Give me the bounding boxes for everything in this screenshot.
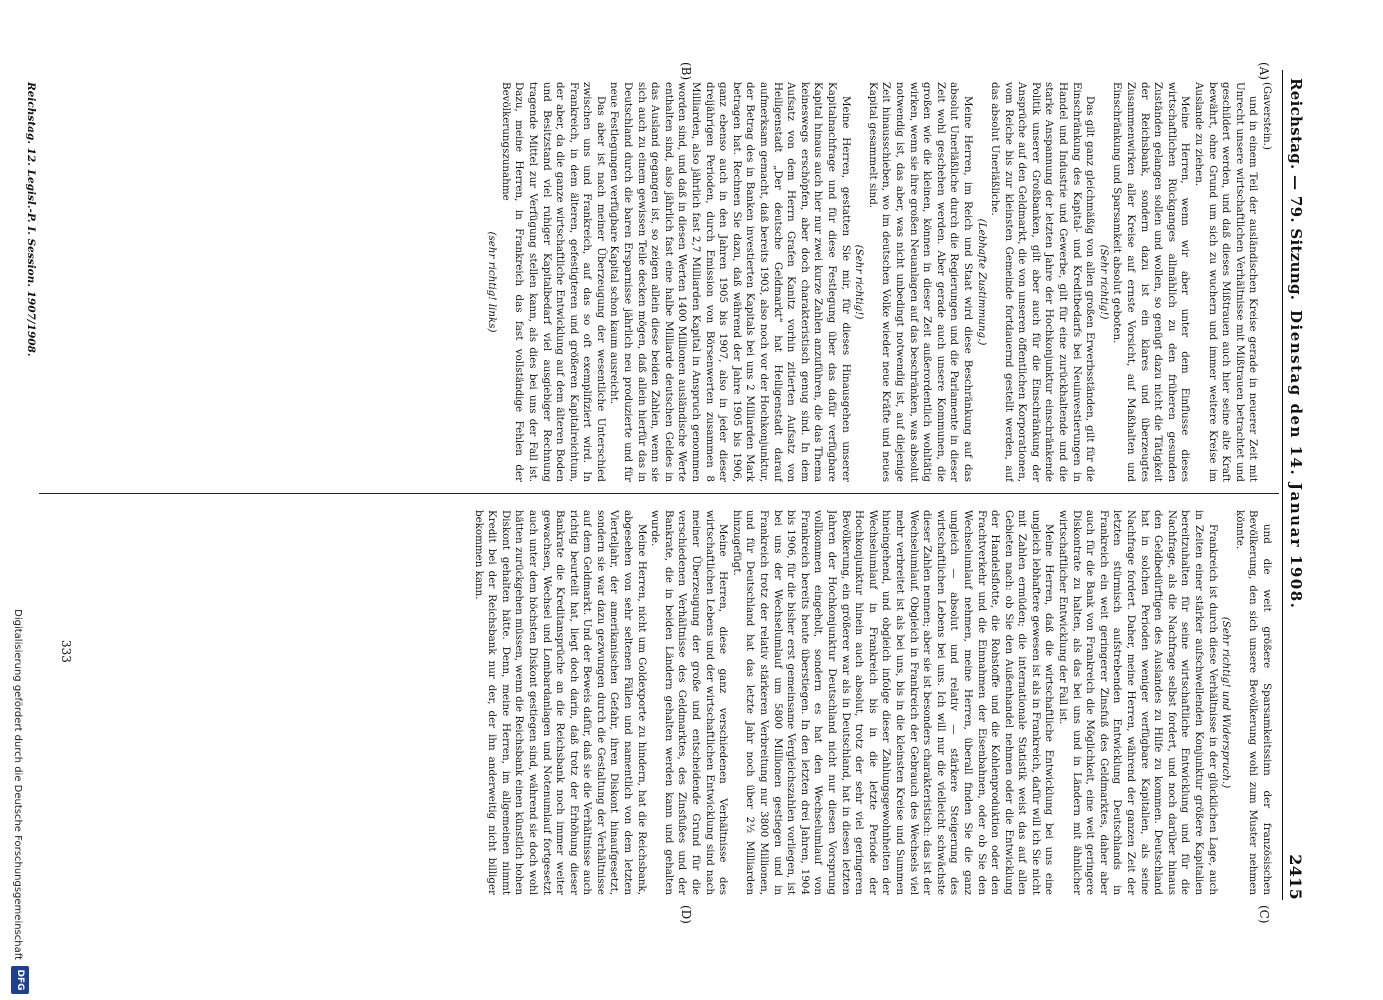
header-left: Reichstag. — 79. Sitzung. <box>1287 78 1305 301</box>
dfg-logo: DFG <box>11 966 29 994</box>
interjection: (Lebhafte Zustimmung.) <box>975 218 988 346</box>
margin-letter-d: (D) <box>679 905 693 924</box>
margin-letter-c: (C) <box>1257 905 1271 924</box>
paragraph: Das aber ist nach meiner Überzeugung der wesentliche Unterschied zwischen uns und Frankreich, auf das so oft exemplifiziert wird. In Frankreich, in dem älteren, gefestigteren und größeren Kapitalreichtum, der aber, da die ganze wirtschaftliche Entwicklung auf dem älteren Boden und Besitzstand viel ruhiger Kapitalbedarf viel ausgiebiger Rechnung tragende Mittel zur Verfügung stellen kann, als dies bei uns der Fall ist. Dazu, meine Herren, in Frankreich das fast vollständige Fehlen der Bevölkerungszunahme <box>499 82 607 482</box>
header-page-number: 2415 <box>1286 854 1305 900</box>
paragraph: Meine Herren, wenn wir aber unter dem Einflusse dieses wirtschaftlichen Rückganges allmählich zu den früheren gesunden Zuständen gelangen sollen und wollen, so genügt dazu nicht die Tätigkeit der Reichsbank, sondern dazu ist ein klares und überzeugtes Zusammenwirken aller Kreise auf ernste Vorsicht, auf Maßhalten und Einschränkung und Sparsamkeit absolut geboten. <box>1111 82 1192 482</box>
margin-letter-a: (A) <box>1257 62 1271 81</box>
column-divider <box>39 493 1279 494</box>
digitization-banner <box>5 0 35 1000</box>
header-rule <box>1282 70 1283 900</box>
paragraph: und die weit größere Sparsamkeitssinn der französischen Bevölkerung, den sich unsere Bevölkerung wohl zum Muster nehmen könnte. <box>1233 510 1273 895</box>
interjection: (Sehr richtig! und Widerspruch.) <box>1220 616 1233 789</box>
interjection: (Sehr richtig!) <box>1097 244 1110 320</box>
page-header <box>1283 70 1305 900</box>
digitization-note: Digitalisierung gefördert durch die Deutsche Forschungsgemeinschaft <box>12 609 23 960</box>
page-mark: 333 <box>59 640 73 663</box>
paragraph: Das gilt ganz gleichmäßig von allen großen Erwerbsständen, gilt für die Einschränkung des Kapital- und Kreditbedarfs bei Neuinvestierungen in Handel und Industrie und Gewerbe, gilt für eine zurückhaltende und die starke Anspannung der letzten Jahre der Hochkonjunktur einschränkende Politik unserer Großbanken, gilt aber auch für die Einschränkung der Ansprüche auf den Geldmarkt, die von unseren öffentlichen Korporationen, vom Reiche bis zur kleinsten Gemeinde fortdauernd gestellt werden, auf das absolut Unerläßliche. <box>989 82 1097 482</box>
text-column-right <box>41 510 1273 895</box>
speaker-label: (Gaverstein.) <box>1261 82 1273 150</box>
paragraph: Meine Herren, nicht um Goldexporte zu hindern, hat die Reichsbank, abgesehen von sehr seltenen Fällen und namentlich von dem letzten Vierteljahr, der amerikanischen Gefahr, ihren Diskont hinaufgesetzt, sondern sie war dazu gezwungen durch die Gestaltung der Verhältnisse auf dem Geldmarkt. Und der Beweis dafür, daß sie die Verhältnisse auch richtig beurteilt hat, liegt doch darin, daß trotz der Erhöhung dieser Bankrate die Kreditansprüche an die Reichsbank noch immer weiter gewachsen, Wechsel und Lombardanlagen und Notenumlauf fortgesetzt auch unter dem höchsten Diskont gestiegen sind, während sie doch wohl hätten zurückgehen müssen, wenn die Reichsbank einen künstlich hohen Diskont gehalten hätte. Denn, meine Herren, im allgemeinen nimmt Kredit bei der Reichsbank nur der, der ihn anderweitig nicht billiger bekommen kann. <box>472 510 648 895</box>
paragraph: Meine Herren, diese ganz verschiedenen Verhältnisse des wirtschaftlichen Lebens und der wirtschaftlichen Entwicklung sind nach meiner Überzeugung der große und entscheidende Grund für die verschiedenen Verhältnisse des Geldmarktes, des Zinsfußes und der Bankrate, die in beiden Ländern gehalten werden kann und gehalten wurde. <box>649 510 730 895</box>
paragraph: Meine Herren, daß die wirtschaftliche Entwicklung bei uns eine ungleich lebhaftere gewesen ist als in Frankreich, dafür will ich Sie nicht mit Zahlen ermüden; die internationale Statistik weist das auf allen Gebieten nach: ob Sie den Außenhandel nehmen oder die Entwicklung der Handelsflotte, die Rohstoffe und die Kohlenproduktion oder den Frachtverkehr und die Einnahmen der Eisenbahnen, oder ob Sie den Wechselumlauf nehmen, meine Herren, überall finden Sie die ganz ungleich — absolut und relativ — stärkere Steigerung des wirtschaftlichen Lebens bei uns. Ich will nur die vielleicht schwächste dieser Zahlen nennen; aber sie ist besonders charakteristisch: das ist der Wechselumlauf. Obgleich in Frankreich der Gebrauch des Wechsels viel mehr verbreitet ist als bei uns, bis in die kleinsten Kreise und Summen hineingehend, und obgleich infolge dieser Zahlungsgewohnheiten der Wechselumlauf in Frankreich bis in die letzte Periode der Hochkonjunktur hinein auch absolut, trotz der sehr viel geringeren Bevölkerung, ein größerer war als in Deutschland, hat in diesen letzten Jahren der Hochkonjunktur Deutschland nicht nur diesen Vorsprung vollkommen eingeholt, sondern es hat den Wechselumlauf von Frankreich bereits heute überstiegen. In den letzten drei Jahren, 1904 bis 1906, für die bisher erst gemeinsame Vergleichszahlen vorliegen, ist bei uns der Wechselumlauf um 5800 Millionen gestiegen und in Frankreich trotz der relativ stärkeren Verbreitung nur 3800 Millionen, und für Deutschland hat das letzte Jahr noch über 2½ Milliarden hinzugefügt. <box>730 510 1056 895</box>
interjection: (sehr richtig! links) <box>486 231 499 333</box>
margin-letter-b: (B) <box>679 62 693 81</box>
text-column-left <box>41 82 1273 482</box>
paragraph: und in einem Teil der ausländischen Kreise gerade in neuerer Zeit mit Unrecht unsere wirtschaftlichen Verhältnisse mit Mißtrauen betrachtet und geschildert werden, und daß dieses Mißtrauen auch hier seine alte Kraft bewährt, ohne Grund um sich zu wuchern und immer weitere Kreise im Auslande zu ziehen. <box>1193 82 1260 482</box>
paragraph: Meine Herren, gestatten Sie mir, für dieses Hinausgehen unserer Kapitalnachfrage und für diese Festlegung über das dafür verfügbare Kapital hinaus auch hier nur zwei kurze Zahlen anzuführen, die das Thema keineswegs erschöpfen, aber doch charakteristisch genug sind. In dem Aufsatz von dem Herrn Grafen Kanitz vorhin zitierten Aufsatz von Heiligenstadt „Der deutsche Geldmarkt“ hat Heiligenstadt darauf aufmerksam gemacht, daß bereits 1903, also noch vor der Hochkonjunktur, der Betrag des in Banken investierten Kapitals bei uns 2 Milliarden Mark betragen hat. Rechnen Sie dazu, daß während der Jahre 1905 bis 1906, ganz ebenso auch in den Jahren 1905 bis 1907, also in jeder dieser dreijährigen Perioden, durch Emission von Börsenwerten zusammen 8 Milliarden, also jährlich fast 2,7 Milliarden Kapital in Anspruch genommen worden sind, und daß in diesen Werten 1400 Millionen ausländische Werte enthalten sind, also jährlich fast eine halbe Milliarde deutschen Geldes in das Ausland gegangen ist, so zeigen allein diese beiden Zahlen, wenn sie sich auch zu einem gewissen Teile decken mögen, daß allein hierfür das in Deutschland durch die baren Ersparnisse jährlich neu produzierte und für neue Festlegungen verfügbare Kapital schon kaum ausreicht. <box>608 82 852 482</box>
header-date: Dienstag den 14. Januar 1908. <box>1287 310 1305 610</box>
page-footer: Reichstag. 12. Legisl.-P. I. Session. 1907/1908. <box>25 82 37 357</box>
paragraph: Frankreich ist durch diese Verhältnisse in der glücklichen Lage, auch in Zeiten einer stärker aufschwellenden Konjunktur größere Kapitalien bereitzuhalten für seine wirtschaftliche Entwicklung und für die Nachfrage, als die Nachfrage selbst fordert, und noch darüber hinaus den Geldbedürftigen des Auslandes zu Hilfe zu kommen. Deutschland hat in solchen Perioden weniger verfügbare Kapitalien, als seine Nachfrage fordert. Daher, meine Herren, während der ganzen Zeit der letzten stürmisch aufstrebenden Entwicklung Deutschlands in Frankreich ein weit geringerer Zinsfuß des Geldmarktes, daher aber auch für die Bank von Frankreich die Möglichkeit, eine weit geringere Diskontrate zu halten, als das bei uns und in Ländern mit ähnlicher wirtschaftlicher Entwicklung der Fall ist. <box>1057 510 1219 895</box>
paragraph: Meine Herren, im Reich und Staat wird diese Beschränkung auf das absolut Unerläßliche durch die Regierungen und die Parlamente in dieser Zeit wohl geschehen werden. Aber gerade auch unsere Kommunen, die großen wie die kleinen, können in dieser Zeit außerordentlich wohltätig wirken, wenn sie ihre großen Neuanlagen auf das beschränken, was absolut notwendig ist, das aber, was nicht unbedingt notwendig ist, auf diejenige Zeit hinausschieben, wo im deutschen Volke wieder neue Kräfte und neues Kapital gesammelt sind. <box>866 82 974 482</box>
interjection: (Sehr richtig!) <box>853 244 866 320</box>
